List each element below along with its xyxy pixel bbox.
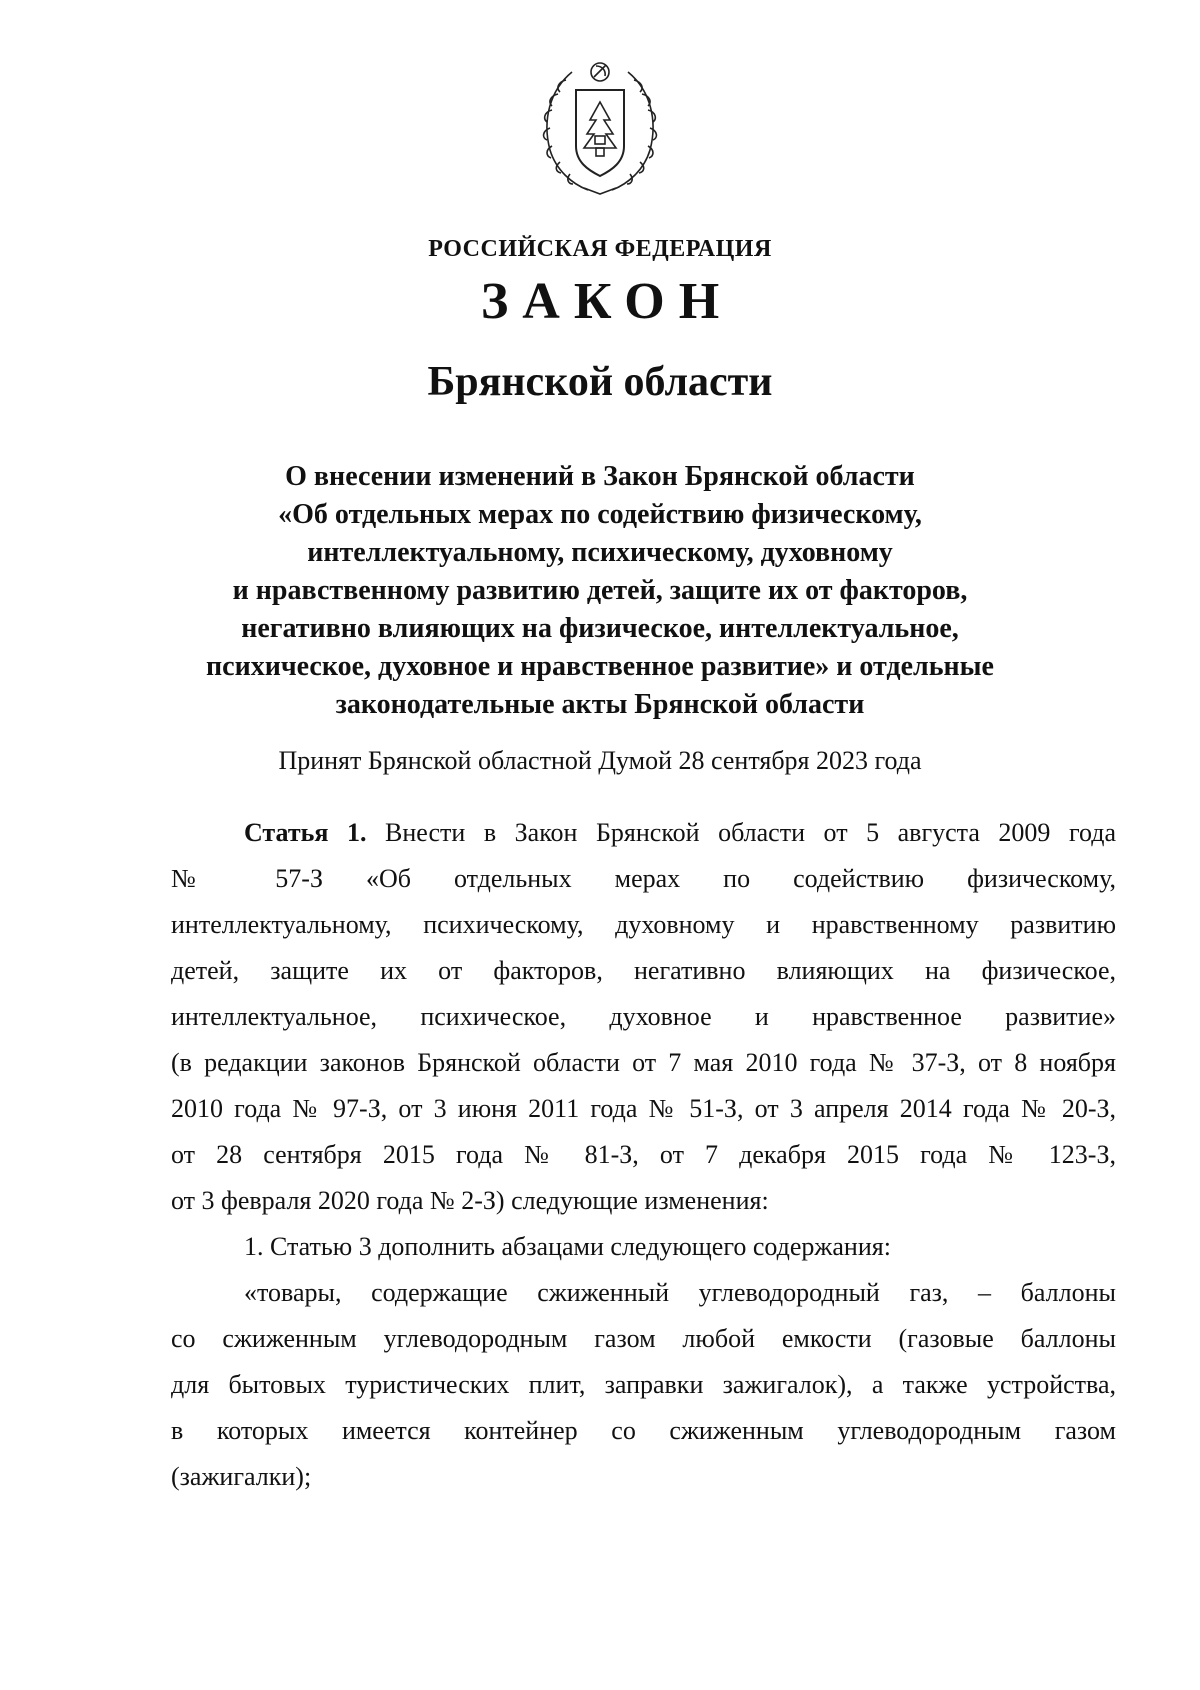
quote-line: (зажигалки); (171, 1462, 312, 1491)
quote-line: для бытовых туристических плит, заправки зажигалок), а также устройства, (171, 1370, 1116, 1399)
article-line: детей, защите их от факторов, негативно влияющих на физическое, (171, 956, 1116, 985)
quote-line: «товары, содержащие сжиженный углеводородный газ, – баллоны (244, 1278, 1116, 1307)
article-label: Статья 1. (244, 818, 367, 847)
article-line: интеллектуальное, психическое, духовное и нравственное развитие» (171, 1002, 1116, 1031)
title-line: законодательные акты Брянской области (335, 689, 865, 720)
law-title (0, 458, 1200, 724)
quote-line: в которых имеется контейнер со сжиженным углеводородным газом (171, 1416, 1116, 1445)
title-line: и нравственному развитию детей, защите их от факторов, (232, 575, 968, 606)
region-heading: Брянской области (427, 359, 773, 405)
title-line: психическое, духовное и нравственное развитие» и отдельные (206, 651, 994, 682)
adoption-note: Принят Брянской областной Думой 28 сентября 2023 года (278, 746, 922, 775)
title-line: О внесении изменений в Закон Брянской области (285, 461, 915, 492)
coat-of-arms-emblem (532, 50, 668, 200)
item-1: 1. Статью 3 дополнить абзацами следующего содержания: (244, 1232, 891, 1261)
article-line: от 3 февраля 2020 года № 2-З) следующие изменения: (171, 1186, 769, 1215)
article-line: интеллектуальному, психическому, духовному и нравственному развитию (171, 910, 1116, 939)
article-line: 2010 года № 97-З, от 3 июня 2011 года № 51-З, от 3 апреля 2014 года № 20-З, (171, 1094, 1116, 1123)
title-line: негативно влияющих на физическое, интеллектуальное, (241, 613, 959, 644)
body-text (171, 810, 1116, 1500)
article-line: № 57-З «Об отдельных мерах по содействию физическому, (171, 864, 1116, 893)
document-type-heading: ЗАКОН (480, 273, 734, 330)
article-line: (в редакции законов Брянской области от 7 мая 2010 года № 37-З, от 8 ноября (171, 1048, 1116, 1077)
title-line: «Об отдельных мерах по содействию физическому, (278, 499, 922, 530)
article-line: от 28 сентября 2015 года № 81-З, от 7 декабря 2015 года № 123-З, (171, 1140, 1116, 1169)
country-heading: РОССИЙСКАЯ ФЕДЕРАЦИЯ (428, 236, 772, 262)
title-line: интеллектуальному, психическому, духовному (307, 537, 893, 568)
article-1-first-line (171, 810, 1116, 856)
quote-line: со сжиженным углеводородным газом любой емкости (газовые баллоны (171, 1324, 1116, 1353)
article-text: Внести в Закон Брянской области от 5 августа 2009 года (366, 818, 1116, 847)
